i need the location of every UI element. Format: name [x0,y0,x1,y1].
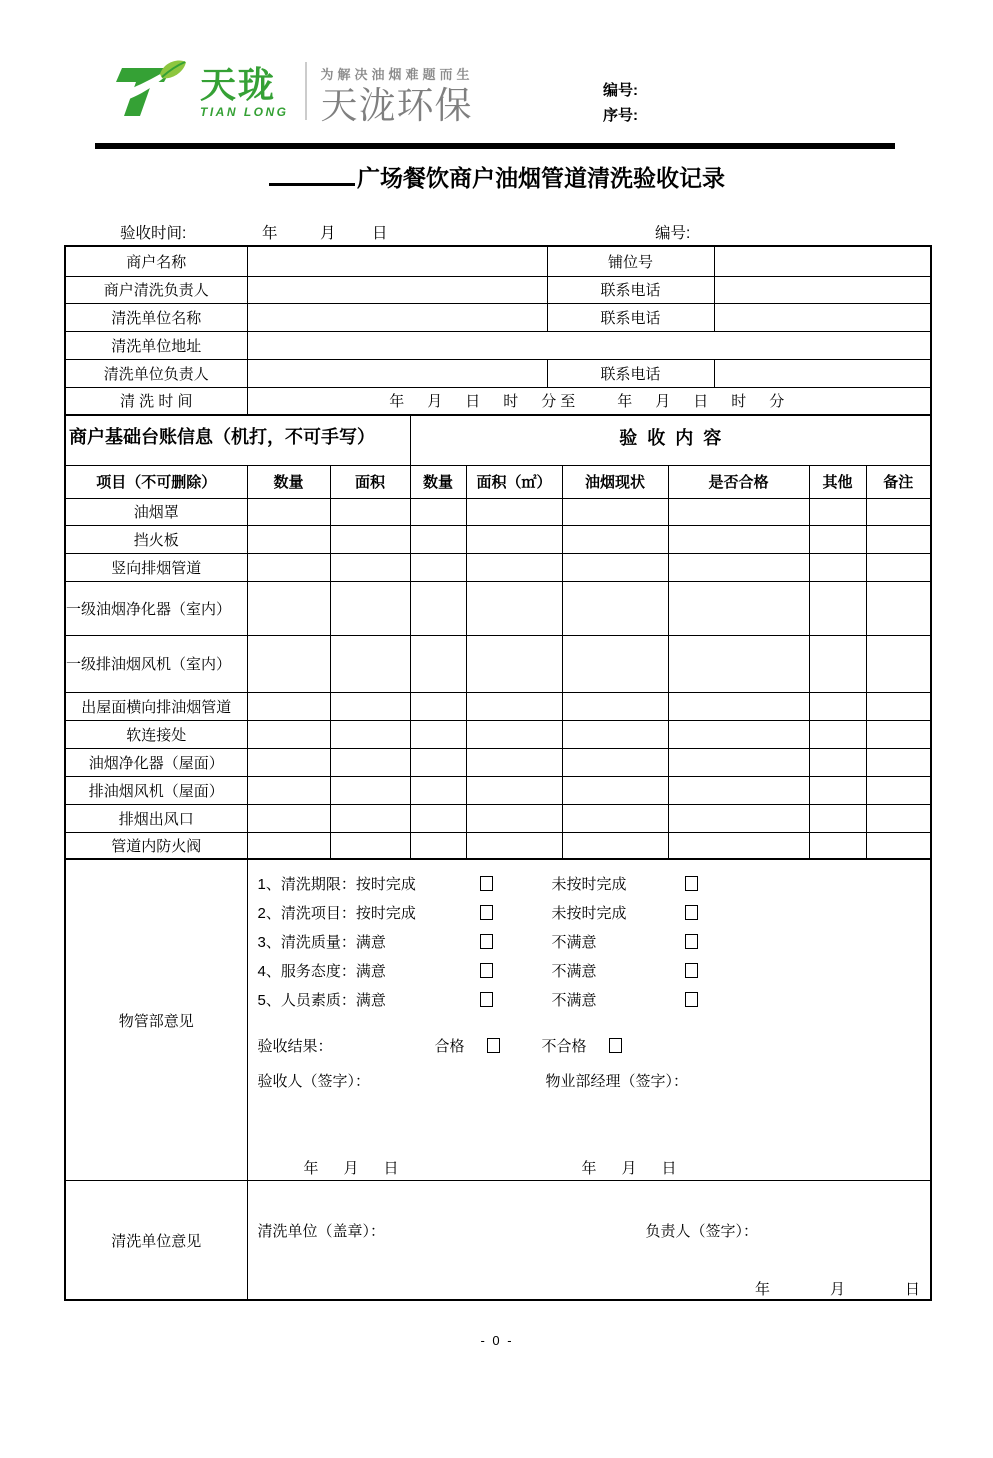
result-fail-label: 不合格 [541,1037,587,1055]
option-alt-text: 不满意 [551,934,597,951]
input-cell[interactable] [809,720,866,748]
input-cell[interactable] [466,832,562,859]
input-cell[interactable] [247,776,330,804]
option-text: 5、人员素质：满意 [257,992,386,1009]
info-table [64,245,932,416]
col-fume-condition: 油烟现状 [562,465,668,498]
label-cleaning-unit-address: 清洗单位地址 [65,331,247,359]
option-alt-text: 未按时完成 [551,905,627,922]
input-cell[interactable] [866,692,931,720]
input-cell[interactable] [410,581,466,635]
checkbox[interactable] [480,934,493,949]
input-cell[interactable] [809,581,866,635]
cleaning-time-template[interactable]: 年 月 日 时 分至 年 月 日 时 分 [247,387,931,415]
input-cell[interactable] [562,553,668,581]
input-cell[interactable] [330,720,410,748]
input-cell[interactable] [330,804,410,832]
label-contact-phone-3: 联系电话 [547,359,714,387]
item-label: 管道内防火阀 [65,832,247,859]
input-cell[interactable] [247,804,330,832]
input-cell[interactable] [410,525,466,553]
input-cell[interactable] [330,748,410,776]
input-cell[interactable] [466,635,562,692]
input-cell[interactable] [668,581,809,635]
date-blank-left[interactable]: 年 月 日 [303,1159,404,1177]
input-cell[interactable] [410,832,466,859]
signature-row [258,1066,931,1094]
label-merchant-cleaning-manager: 商户清洗负责人 [65,276,247,303]
input-cell[interactable] [466,804,562,832]
input-cell[interactable] [562,748,668,776]
input-cell[interactable] [330,832,410,859]
input-cell[interactable] [247,748,330,776]
input-cell[interactable] [410,720,466,748]
document-page [64,54,930,1348]
input-cell[interactable] [562,498,668,525]
tianlong-logo-icon [114,54,194,128]
month-label: 月 [320,225,336,242]
company-name: 天泷环保 [320,85,473,126]
input-cell[interactable] [466,498,562,525]
input-cell[interactable] [410,553,466,581]
input-cell[interactable] [866,832,931,859]
opinion-option-row [258,956,931,985]
opinion-option-row [258,869,931,898]
input-cell[interactable] [668,692,809,720]
input-cell[interactable] [809,692,866,720]
property-opinion-label: 物管部意见 [65,859,247,1181]
input-cell[interactable] [466,525,562,553]
input-cleaning-unit-name[interactable] [247,303,547,331]
item-label: 软连接处 [65,720,247,748]
col-other: 其他 [809,465,866,498]
opinion-option-row [258,985,931,1014]
item-label: 一级油烟净化器（室内） [65,581,247,635]
item-label: 排油烟风机（屋面） [65,776,247,804]
option-text: 2、清洗项目：按时完成 [257,905,416,922]
input-cell[interactable] [247,525,330,553]
input-cell[interactable] [247,553,330,581]
item-label: 出屋面横向排油烟管道 [65,692,247,720]
col-area-m2: 面积（㎡） [466,465,562,498]
option-alt-text: 未按时完成 [551,876,627,893]
input-cell[interactable] [410,692,466,720]
company-text [321,54,474,127]
opinion-dates-row [258,1154,931,1180]
opinions-table [64,858,932,1301]
property-manager-signature-label[interactable]: 物业部经理（签字）： [545,1072,689,1090]
col-remark: 备注 [866,465,931,498]
checkbox[interactable] [685,963,698,978]
input-cell[interactable] [247,498,330,525]
input-cell[interactable] [247,635,330,692]
input-cell[interactable] [562,635,668,692]
input-cleaning-unit-address[interactable] [247,331,931,359]
input-merchant-cleaning-manager[interactable] [247,276,547,303]
input-cell[interactable] [809,635,866,692]
cleaner-date-blank[interactable]: 年 月 日 [754,1281,920,1298]
input-cell[interactable] [562,832,668,859]
checkbox[interactable] [480,963,493,978]
input-cell[interactable] [866,581,931,635]
cleaner-opinion-label: 清洗单位意见 [65,1181,247,1301]
opinion-option-row [258,898,931,927]
input-cell[interactable] [866,804,931,832]
checkbox[interactable] [685,905,698,920]
day-label: 日 [372,225,388,242]
item-label: 排烟出风口 [65,804,247,832]
input-contact-phone-3[interactable] [714,359,931,387]
section-ledger-header: 商户基础台账信息（机打，不可手写） [65,415,410,465]
input-cell[interactable] [247,832,330,859]
input-merchant-name[interactable] [247,246,547,276]
checkbox[interactable] [480,876,493,891]
label-merchant-name: 商户名称 [65,246,247,276]
input-cell[interactable] [330,553,410,581]
input-cell[interactable] [562,720,668,748]
input-cell[interactable] [866,553,931,581]
input-contact-phone-1[interactable] [714,276,931,303]
input-cell[interactable] [247,692,330,720]
acceptor-signature-label[interactable]: 验收人（签字）： [257,1072,371,1090]
doc-codes [603,78,638,128]
input-cell[interactable] [410,804,466,832]
input-cell[interactable] [466,748,562,776]
checkbox[interactable] [480,992,493,1007]
input-cell[interactable] [466,776,562,804]
input-cell[interactable] [330,776,410,804]
input-cell[interactable] [809,498,866,525]
checkbox[interactable] [487,1038,500,1053]
checkbox[interactable] [685,934,698,949]
input-cell[interactable] [668,525,809,553]
label-cleaning-unit-name: 清洗单位名称 [65,303,247,331]
company-slogan: 为解决油烟难题而生 [320,67,474,82]
input-cell[interactable] [562,525,668,553]
input-cell[interactable] [809,553,866,581]
input-cell[interactable] [466,553,562,581]
item-label: 油烟净化器（屋面） [65,748,247,776]
input-cell[interactable] [330,581,410,635]
input-cell[interactable] [866,720,931,748]
input-cell[interactable] [330,525,410,553]
label-cleaning-unit-manager: 清洗单位负责人 [65,359,247,387]
item-label: 一级排油烟风机（室内） [65,635,247,692]
input-contact-phone-2[interactable] [714,303,931,331]
item-label: 挡火板 [65,525,247,553]
property-opinion-cell [247,859,931,1181]
input-cell[interactable] [247,581,330,635]
cleaner-opinion-cell [247,1181,931,1301]
checkbox[interactable] [609,1038,622,1053]
acceptance-result-row [258,1030,931,1060]
input-cell[interactable] [466,581,562,635]
input-cell[interactable] [562,804,668,832]
input-cell[interactable] [562,581,668,635]
page-number: - 0 - [480,1333,514,1348]
input-cleaning-unit-manager[interactable] [247,359,547,387]
item-label: 竖向排烟管道 [65,553,247,581]
input-cell[interactable] [247,720,330,748]
input-cell[interactable] [410,635,466,692]
input-cell[interactable] [866,635,931,692]
col-item: 项目（不可删除） [65,465,247,498]
section-acceptance-header: 验 收 内 容 [410,415,931,465]
option-alt-text: 不满意 [551,963,597,980]
input-cell[interactable] [330,635,410,692]
input-cell[interactable] [668,776,809,804]
input-cell[interactable] [668,832,809,859]
input-cell[interactable] [866,776,931,804]
input-cell[interactable] [410,748,466,776]
checkbox[interactable] [480,905,493,920]
option-alt-text: 不满意 [551,992,597,1009]
brand-name-en: TIAN LONG [200,105,289,119]
input-cell[interactable] [668,748,809,776]
meta-row [64,219,930,245]
checkbox[interactable] [685,992,698,1007]
result-pass-label: 合格 [434,1037,465,1055]
option-text: 3、清洗质量：满意 [257,934,386,951]
option-text: 4、服务态度：满意 [257,963,386,980]
label-contact-phone-1: 联系电话 [547,276,714,303]
input-cell[interactable] [410,776,466,804]
input-cell[interactable] [668,635,809,692]
checklist-table [64,414,932,860]
col-area-ledger: 面积 [330,465,410,498]
input-cell[interactable] [668,498,809,525]
meta-code-label: 编号: [655,225,691,242]
input-cell[interactable] [809,776,866,804]
checkbox[interactable] [685,876,698,891]
label-contact-phone-2: 联系电话 [547,303,714,331]
header-rule [95,143,895,149]
input-cell[interactable] [866,498,931,525]
opinion-option-row [258,927,931,956]
item-label: 油烟罩 [65,498,247,525]
input-cell[interactable] [668,553,809,581]
brand-text [200,66,289,119]
stamp-row [258,1216,931,1244]
page-title [64,161,930,195]
option-text: 1、清洗期限：按时完成 [257,876,416,893]
col-qty-accept: 数量 [410,465,466,498]
logo-divider [305,62,307,120]
input-cell[interactable] [410,498,466,525]
input-cell[interactable] [809,832,866,859]
acceptance-time-label: 验收时间: [120,225,187,242]
cleaning-unit-stamp-label[interactable]: 清洗单位（盖章）： [257,1222,386,1240]
input-cell[interactable] [866,748,931,776]
input-cell[interactable] [330,692,410,720]
year-label: 年 [262,225,278,242]
col-qualified: 是否合格 [668,465,809,498]
input-cell[interactable] [809,525,866,553]
input-cell[interactable] [562,776,668,804]
doc-serial-label: 序号: [603,107,638,124]
page-title-text: 广场餐饮商户油烟管道清洗验收记录 [357,165,725,191]
doc-code-label: 编号: [603,82,638,99]
input-cell[interactable] [809,804,866,832]
responsible-signature-label[interactable]: 负责人（签字）： [645,1222,759,1240]
result-label: 验收结果： [257,1037,333,1055]
input-booth-number[interactable] [714,246,931,276]
input-cell[interactable] [668,720,809,748]
letterhead [64,54,930,138]
input-cell[interactable] [330,498,410,525]
label-cleaning-time: 清 洗 时 间 [65,387,247,415]
label-booth-number: 铺位号 [547,246,714,276]
input-cell[interactable] [866,525,931,553]
title-blank-underline[interactable] [269,167,355,186]
input-cell[interactable] [562,692,668,720]
input-cell[interactable] [466,692,562,720]
input-cell[interactable] [668,804,809,832]
company-logo [64,54,930,128]
col-qty-ledger: 数量 [247,465,330,498]
date-blank-right[interactable]: 年 月 日 [581,1159,682,1177]
brand-name-cn: 天珑 [200,64,277,105]
input-cell[interactable] [466,720,562,748]
input-cell[interactable] [809,748,866,776]
